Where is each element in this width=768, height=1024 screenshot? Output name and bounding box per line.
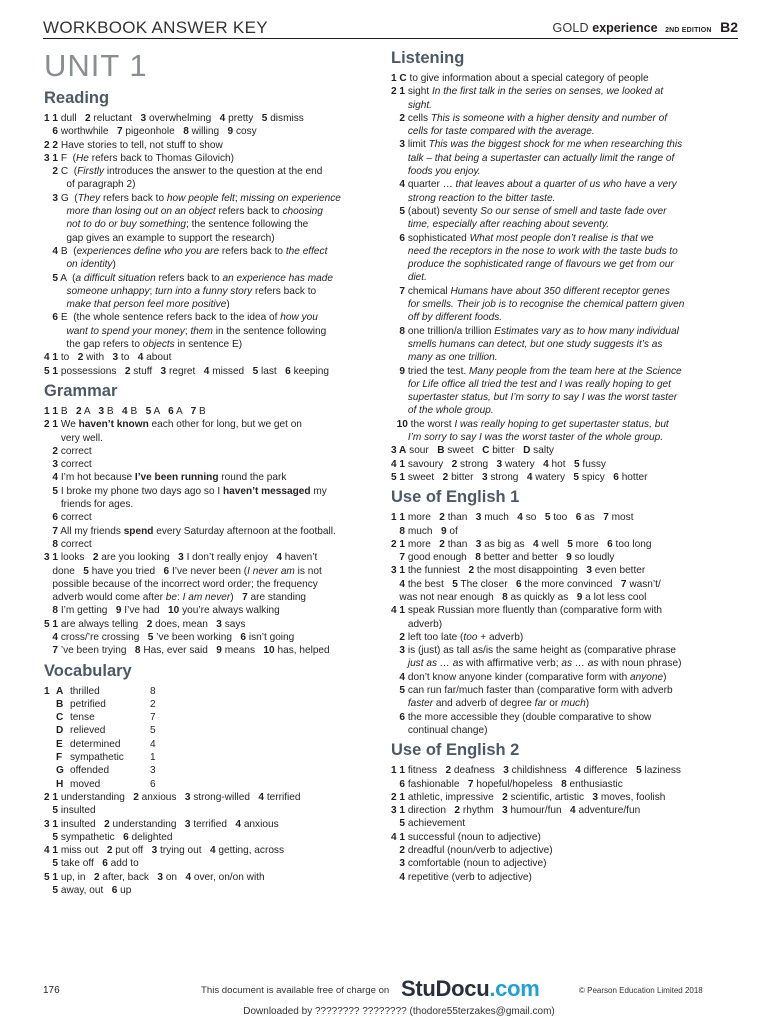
answer-line: 4 quarter … that leaves about a quarter of us who have a very xyxy=(399,179,677,191)
section-title-vocabulary: Vocabulary xyxy=(44,661,132,680)
vocab-number: 4 xyxy=(150,738,156,750)
answer-line: not to do or buy something; the sentence following the xyxy=(66,219,309,231)
answer-line: gap gives an example to support the research) xyxy=(44,232,275,244)
vocab-number: 2 xyxy=(150,698,156,710)
header-brand xyxy=(553,19,738,35)
vocab-letter: H xyxy=(56,778,64,790)
answer-line: I’m sorry to say I was the worst taster of the whole group. xyxy=(407,432,664,444)
vocab-number: 7 xyxy=(150,712,156,724)
answer-line: 4 1 speak Russian more fluently than (comparative form with xyxy=(391,605,662,617)
brand-level: B2 xyxy=(720,19,738,35)
answer-line: 2 left too late (too + adverb) xyxy=(399,631,524,643)
vocabulary-row xyxy=(56,738,374,751)
answer-line: 1 1 fitness 2 deafness 3 childishness 4 difference 5 laziness xyxy=(391,765,681,777)
answer-line: very well. xyxy=(44,432,103,444)
vocab-word: petrified xyxy=(70,698,106,710)
answer-line: 4 1 savoury 2 strong 3 watery 4 hot 5 fussy xyxy=(391,458,606,470)
section-title-grammar: Grammar xyxy=(44,381,118,400)
answer-line: 10 the worst I was really hoping to get supertaster status, but xyxy=(396,418,669,430)
brand-gold: GOLD xyxy=(552,21,589,35)
answer-line: 2 1 We haven’t known each other for long, but we get on xyxy=(44,419,302,431)
answer-line: diet. xyxy=(407,272,427,284)
right-sections xyxy=(391,48,729,884)
answer-line: 9 tried the test. Many people from the team here at the Science xyxy=(399,365,682,377)
answer-line: 5 1 are always telling 2 does, mean 3 says xyxy=(44,618,246,630)
answer-line: of paragraph 2) xyxy=(44,179,136,191)
answer-line: friends for ages. xyxy=(44,499,134,511)
answer-line: for smells. Their job is to recognise the chemical pattern given xyxy=(407,299,685,311)
answer-line: 1 1 B 2 A 3 B 4 B 5 A 6 A 7 B xyxy=(44,405,206,417)
logo-dotcom: .com xyxy=(489,976,540,1001)
answer-line: 2 1 understanding 2 anxious 3 strong-willed 4 terrified xyxy=(44,791,301,803)
answer-line: 5 take off 6 add to xyxy=(52,858,139,870)
section-title-use-of-english-2: Use of English 2 xyxy=(391,741,520,760)
answer-line: of the whole group. xyxy=(407,405,494,417)
answer-line: 5 (about) seventy So our sense of smell and taste fade over xyxy=(399,205,667,217)
answer-line: 6 the more accessible they (double comparative to show xyxy=(399,711,652,723)
answer-line: 4 cross/’re crossing 5 ’ve been working 6 isn’t going xyxy=(52,631,295,643)
answer-line: done 5 have you tried 6 I’ve never been (I never am is not xyxy=(44,565,322,577)
section-title-reading: Reading xyxy=(44,89,110,107)
answer-line: adverb) xyxy=(391,618,443,630)
answer-line: on identity) xyxy=(66,259,116,271)
vocab-word: thrilled xyxy=(70,685,100,697)
answer-line: 7 chemical Humans have about 350 different receptor genes xyxy=(399,285,670,297)
vocabulary-row xyxy=(56,685,374,698)
answer-line: for Life office all tried the test and I was really hoping to get xyxy=(407,378,671,390)
vocab-letter: D xyxy=(56,725,64,737)
answer-line: 2 1 athletic, impressive 2 scientific, artistic 3 moves, foolish xyxy=(391,791,666,803)
answer-line: 4 1 miss out 2 put off 3 trying out 4 getting, across xyxy=(44,845,285,857)
answer-line: smells humans can detect, but one study suggests it’s as xyxy=(407,338,663,350)
answer-line: 3 1 insulted 2 understanding 3 terrified 4 anxious xyxy=(44,818,279,830)
answer-line: 2 2 Have stories to tell, not stuff to show xyxy=(44,139,223,151)
answer-line: 5 sympathetic 6 delighted xyxy=(52,831,173,843)
answer-line: 8 correct xyxy=(52,538,92,550)
answer-line: 7 good enough 8 better and better 9 so loudly xyxy=(399,552,615,564)
answer-line: strong reaction to the bitter taste. xyxy=(407,192,556,204)
answer-line: need the receptors in the nose to work with the taste buds to xyxy=(407,245,678,257)
answer-line: 8 one trillion/a trillion Estimates vary as to how many individual xyxy=(399,325,679,337)
download-note: Downloaded by ???????? ???????? (thodore55terzakes@gmail.com) xyxy=(243,1006,555,1017)
answer-line: 4 don’t know anyone kinder (comparative form with anyone) xyxy=(399,671,667,683)
vocabulary-row xyxy=(56,698,374,711)
answer-line: 3 A sour B sweet C bitter D salty xyxy=(391,445,554,457)
answer-line: time, especially after reaching about seventy. xyxy=(407,219,610,231)
answer-line: was not near enough 8 as quickly as 9 a lot less cool xyxy=(391,591,647,603)
answer-line: 6 sophisticated What most people don’t realise is that we xyxy=(399,232,654,244)
answer-line: 7 ’ve been trying 8 Has, ever said 9 means 10 has, helped xyxy=(52,645,330,657)
vocab-letter: E xyxy=(56,738,63,750)
answer-line: 2 dreadful (noun/verb to adjective) xyxy=(399,845,553,857)
vocab-word: determined xyxy=(70,738,121,750)
vocab-letter: F xyxy=(56,752,63,764)
answer-line: 3 is (just) as tall as/is the same height as (comparative phrase xyxy=(399,645,677,657)
vocab-word: relieved xyxy=(70,725,106,737)
answer-line: more than losing out on an object refers back to choosing xyxy=(66,206,323,218)
answer-line: 2 1 more 2 than 3 as big as 4 well 5 more 6 too long xyxy=(391,538,652,550)
vocabulary-section xyxy=(44,661,374,898)
vocab-letter: C xyxy=(56,712,64,724)
answer-line: continual change) xyxy=(391,724,488,736)
answer-line: 5 insulted xyxy=(52,805,96,817)
vocab-number: 8 xyxy=(150,685,156,697)
answer-line: adverb would come after be: I am never) 7 are standing xyxy=(44,592,307,604)
page-number: 176 xyxy=(43,985,60,996)
answer-line: 3 1 direction 2 rhythm 3 humour/fun 4 adventure/fun xyxy=(391,805,641,817)
vocab-word: tense xyxy=(70,712,95,724)
answer-line: 5 1 up, in 2 after, back 3 on 4 over, on/on with xyxy=(44,871,265,883)
answer-line: 8 much 9 of xyxy=(399,525,458,537)
answer-line: 2 cells This is someone with a higher density and number of xyxy=(399,112,668,124)
answer-line: 3 correct xyxy=(52,459,92,471)
left-sections xyxy=(44,88,374,658)
brand-experience: experience xyxy=(592,21,658,35)
answer-line: possible because of the incorrect word order; the frequency xyxy=(44,578,318,590)
answer-line: 1 1 more 2 than 3 much 4 so 5 too 6 as 7 most xyxy=(391,512,634,524)
logo-text: StuDocu xyxy=(401,976,490,1001)
answer-line: 4 repetitive (verb to adjective) xyxy=(399,871,532,883)
vocab-letter: G xyxy=(56,765,64,777)
answer-line: supertaster status, but I’m sorry to say I was the worst taster xyxy=(407,392,678,404)
vocab-number: 3 xyxy=(150,765,156,777)
answer-line: 7 All my friends spend every Saturday afternoon at the football. xyxy=(52,525,336,537)
answer-line: 3 1 the funniest 2 the most disappointing 3 even better xyxy=(391,565,646,577)
vocab-word: offended xyxy=(70,765,110,777)
studocu-logo[interactable] xyxy=(401,976,540,1002)
answer-line: foods you enjoy. xyxy=(407,166,481,178)
answer-line: 5 1 sweet 2 bitter 3 strong 4 watery 5 spicy 6 hotter xyxy=(391,471,648,483)
page-header xyxy=(43,14,738,39)
answer-line: talk – that being a supertaster can actually limit the range of xyxy=(407,152,675,164)
answer-line: 2 C (Firstly introduces the answer to the question at the end xyxy=(52,166,323,178)
answer-line: make that person feel more positive) xyxy=(66,299,230,311)
answer-line: 3 1 F (He refers back to Thomas Gilovich) xyxy=(44,152,235,164)
header-title: WORKBOOK ANSWER KEY xyxy=(43,18,268,37)
answer-line: 5 A (a difficult situation refers back to an experience has made xyxy=(52,272,333,284)
brand-edition: 2ND EDITION xyxy=(665,27,712,34)
answer-line: 6 fashionable 7 hopeful/hopeless 8 enthusiastic xyxy=(399,778,623,790)
vocabulary-table xyxy=(56,685,374,791)
section-title-use-of-english-1: Use of English 1 xyxy=(391,488,520,507)
answer-line: 5 achievement xyxy=(399,818,466,830)
vocabulary-row xyxy=(56,711,374,724)
vocabulary-table-wrap xyxy=(44,685,374,791)
answer-line: 5 I broke my phone two days ago so I haven’t messaged my xyxy=(52,485,327,497)
answer-line: 6 correct xyxy=(52,512,92,524)
answer-line: 5 can run far/much faster than (comparative form with adverb xyxy=(399,685,673,697)
answer-line: 4 1 successful (noun to adjective) xyxy=(391,831,541,843)
answer-line: faster and adverb of degree far or much) xyxy=(407,698,590,710)
section-title-listening: Listening xyxy=(391,49,465,67)
answer-line: produce the sophisticated range of flavours we get from our xyxy=(407,259,674,271)
answer-line: 4 B (experiences define who you are refers back to the effect xyxy=(52,245,328,257)
vocabulary-row xyxy=(56,778,374,791)
answer-line: off by different foods. xyxy=(407,312,503,324)
answer-line: 4 the best 5 The closer 6 the more convinced 7 wasn’t/ xyxy=(399,578,661,590)
answer-line: 5 1 possessions 2 stuff 3 regret 4 missed 5 last 6 keeping xyxy=(44,365,329,377)
vocabulary-row xyxy=(56,764,374,777)
vocab-letter: A xyxy=(56,685,64,697)
answer-line: 6 E (the whole sentence refers back to the idea of how you xyxy=(52,312,318,324)
answer-line: 2 correct xyxy=(52,445,92,457)
vocabulary-answers xyxy=(44,791,374,897)
answer-line: just as … as with affirmative verb; as … as with noun phrase) xyxy=(407,658,682,670)
answer-line: 3 comfortable (noun to adjective) xyxy=(399,858,547,870)
unit-title: UNIT 1 xyxy=(44,48,148,83)
answer-line: someone unhappy; turn into a funny story refers back to xyxy=(66,285,317,297)
answer-line: want to spend your money; them in the sentence following xyxy=(66,325,327,337)
answer-line: 3 limit This was the biggest shock for me when researching this xyxy=(399,139,683,151)
answer-line: 1 C to give information about a special category of people xyxy=(391,73,649,84)
vocab-number: 5 xyxy=(150,725,156,737)
answer-line: 4 I’m hot because I’ve been running round the park xyxy=(52,472,287,484)
answer-line: cells for taste compared with the average. xyxy=(407,126,595,138)
answer-line: sight. xyxy=(407,99,432,111)
answer-line: 1 1 dull 2 reluctant 3 overwhelming 4 pretty 5 dismiss xyxy=(44,113,304,124)
answer-line: many as one trillion. xyxy=(407,352,498,364)
vocab-number: 6 xyxy=(150,778,156,790)
answer-line: 3 G (They refers back to how people felt; missing on experience xyxy=(52,192,341,204)
answer-line: 2 1 sight In the first talk in the series on senses, we looked at xyxy=(391,86,664,98)
footer-note: This document is available free of charge on xyxy=(201,985,390,996)
vocab-letter: B xyxy=(56,698,64,710)
vocabulary-row xyxy=(56,724,374,737)
vocabulary-row xyxy=(56,751,374,764)
vocab-number: 1 xyxy=(150,752,156,764)
answer-line: 8 I’m getting 9 I’ve had 10 you’re always walking xyxy=(52,605,280,617)
vocabulary-table-prefix: 1 xyxy=(44,685,50,697)
left-column xyxy=(44,48,374,897)
answer-line: the gap refers to objects in sentence E) xyxy=(44,339,243,351)
answer-line: 4 1 to 2 with 3 to 4 about xyxy=(44,352,172,364)
answer-line: 3 1 looks 2 are you looking 3 I don’t really enjoy 4 haven’t xyxy=(44,552,318,564)
vocab-word: moved xyxy=(70,778,101,790)
answer-line: 6 worthwhile 7 pigeonhole 8 willing 9 cosy xyxy=(52,126,257,138)
right-column xyxy=(391,48,729,884)
answer-line: 5 away, out 6 up xyxy=(52,885,132,897)
copyright: © Pearson Education Limited 2018 xyxy=(579,986,703,995)
vocab-word: sympathetic xyxy=(70,752,124,764)
